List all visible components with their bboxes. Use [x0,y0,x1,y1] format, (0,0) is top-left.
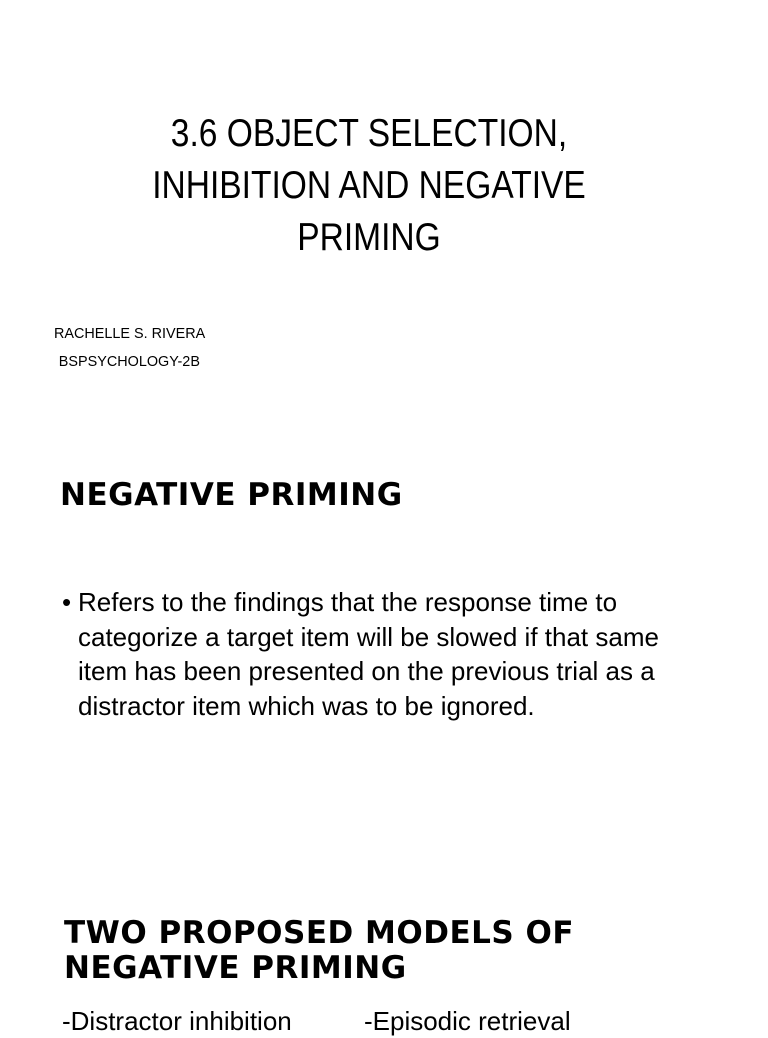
author-name: RACHELLE S. RIVERA [54,325,206,342]
section-heading-negative-priming: NEGATIVE PRIMING [60,477,403,513]
course-section: BSPSYCHOLOGY-2B [58,353,200,370]
slide-subtitle [54,320,205,376]
title-line-3: PRIMING [297,216,441,259]
heading-line-2: NEGATIVE PRIMING [64,950,407,986]
bullet-dot: • [62,587,72,617]
section-heading-proposed-models [64,916,724,986]
title-line-1: 3.6 OBJECT SELECTION, [170,112,568,155]
heading-line-1: TWO PROPOSED MODELS OF [64,915,575,951]
bullet-text: Refers to the findings that the response time to categorize a target item will be slowed if that same item has been presented on the previous trial as a distractor item which was to be ignored. [78,587,659,721]
bullet-definition [62,585,712,723]
title-line-2: INHIBITION AND NEGATIVE [152,164,586,207]
models-partial-text: -Distractor inhibition -Episodic retrieval [62,1006,571,1036]
slide-title [103,108,634,264]
